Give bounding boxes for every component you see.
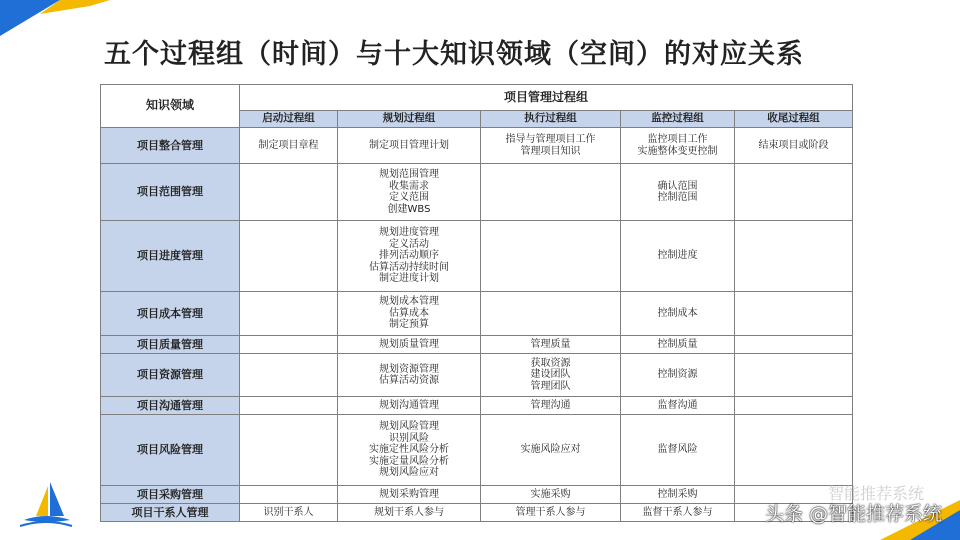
column-header: 执行过程组 (481, 111, 621, 128)
watermark-top: 智能推荐系统 (827, 484, 924, 503)
process-cell (735, 354, 853, 397)
process-cell: 规划成本管理 估算成本 制定预算 (338, 292, 481, 336)
knowledge-area-label: 项目资源管理 (101, 354, 240, 397)
process-cell: 规划进度管理 定义活动 排列活动顺序 估算活动持续时间 制定进度计划 (338, 221, 481, 292)
knowledge-area-label: 项目进度管理 (101, 221, 240, 292)
process-cell: 实施风险应对 (481, 415, 621, 486)
table-row (101, 354, 853, 397)
process-cell: 控制质量 (621, 336, 735, 354)
watermark-bottom: 头条 @智能推荐系统 (764, 503, 942, 525)
process-cell (735, 336, 853, 354)
process-cell: 控制资源 (621, 354, 735, 397)
knowledge-area-label: 项目整合管理 (101, 128, 240, 164)
knowledge-area-label: 项目沟通管理 (101, 397, 240, 415)
process-cell (735, 415, 853, 486)
process-cell: 识别干系人 (240, 504, 338, 522)
group-header: 项目管理过程组 (240, 85, 853, 111)
process-cell: 控制进度 (621, 221, 735, 292)
process-cell (735, 292, 853, 336)
process-cell: 规划风险管理 识别风险 实施定性风险分析 实施定量风险分析 规划风险应对 (338, 415, 481, 486)
process-cell (240, 336, 338, 354)
process-cell (240, 354, 338, 397)
process-cell (735, 221, 853, 292)
column-header: 监控过程组 (621, 111, 735, 128)
knowledge-area-label: 项目风险管理 (101, 415, 240, 486)
process-cell (240, 397, 338, 415)
process-cell: 实施采购 (481, 486, 621, 504)
column-header: 收尾过程组 (735, 111, 853, 128)
process-cell: 规划质量管理 (338, 336, 481, 354)
process-cell: 监督风险 (621, 415, 735, 486)
table-row (101, 397, 853, 415)
knowledge-area-label: 项目质量管理 (101, 336, 240, 354)
process-knowledge-table (100, 84, 852, 524)
process-cell (481, 221, 621, 292)
table-row (101, 128, 853, 164)
table-row (101, 221, 853, 292)
process-cell (481, 292, 621, 336)
process-cell: 制定项目管理计划 (338, 128, 481, 164)
table-row (101, 504, 853, 522)
process-cell: 监督沟通 (621, 397, 735, 415)
table-row (101, 164, 853, 221)
process-cell: 制定项目章程 (240, 128, 338, 164)
process-cell (735, 164, 853, 221)
table-row (101, 486, 853, 504)
process-cell: 规划沟通管理 (338, 397, 481, 415)
process-cell (735, 397, 853, 415)
process-cell: 规划干系人参与 (338, 504, 481, 522)
table-row (101, 415, 853, 486)
knowledge-area-label: 项目范围管理 (101, 164, 240, 221)
process-cell (240, 292, 338, 336)
process-cell: 管理干系人参与 (481, 504, 621, 522)
knowledge-area-label: 项目干系人管理 (101, 504, 240, 522)
process-cell: 管理沟通 (481, 397, 621, 415)
table-row (101, 336, 853, 354)
column-header: 规划过程组 (338, 111, 481, 128)
process-cell: 控制采购 (621, 486, 735, 504)
process-cell: 规划范围管理 收集需求 定义范围 创建WBS (338, 164, 481, 221)
corner-decoration (0, 0, 110, 40)
page-title: 五个过程组（时间）与十大知识领域（空间）的对应关系 (104, 39, 804, 70)
process-cell (240, 221, 338, 292)
process-cell (240, 415, 338, 486)
process-cell: 确认范围 控制范围 (621, 164, 735, 221)
process-cell (481, 164, 621, 221)
process-cell: 监督干系人参与 (621, 504, 735, 522)
process-cell: 规划采购管理 (338, 486, 481, 504)
process-cell: 控制成本 (621, 292, 735, 336)
table-row (101, 292, 853, 336)
knowledge-area-label: 项目采购管理 (101, 486, 240, 504)
process-cell: 获取资源 建设团队 管理团队 (481, 354, 621, 397)
process-cell: 结束项目或阶段 (735, 128, 853, 164)
logo-icon (6, 476, 86, 536)
process-cell (240, 486, 338, 504)
corner-header: 知识领域 (101, 85, 240, 128)
process-cell: 规划资源管理 估算活动资源 (338, 354, 481, 397)
knowledge-area-label: 项目成本管理 (101, 292, 240, 336)
process-cell: 指导与管理项目工作 管理项目知识 (481, 128, 621, 164)
process-cell (240, 164, 338, 221)
column-header: 启动过程组 (240, 111, 338, 128)
process-cell: 管理质量 (481, 336, 621, 354)
process-cell: 监控项目工作 实施整体变更控制 (621, 128, 735, 164)
